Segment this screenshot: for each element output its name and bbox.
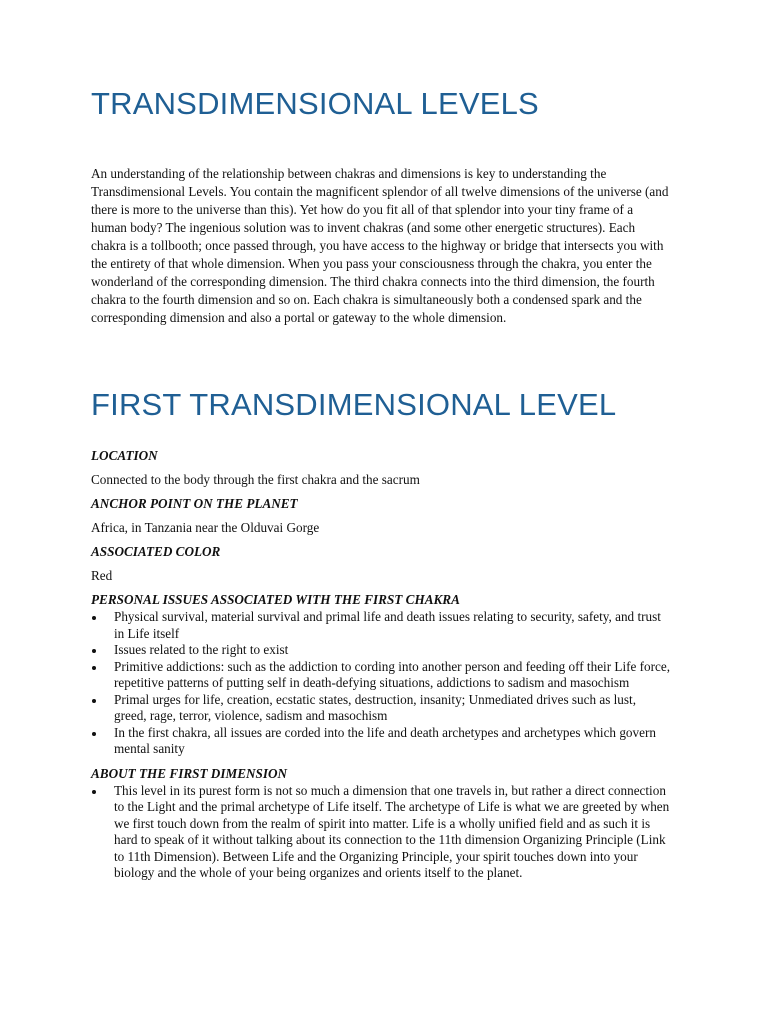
bullet-icon (92, 649, 96, 653)
intro-paragraph: An understanding of the relationship between chakras and dimensions is key to understanding the Transdimensional Levels. You contain the magnificent splendor of all twelve dimensions of the universe (and there is more to the universe than this). Yet how do you fit all of that splendor into your tiny frame of a human body? The ingenious solution was to invent chakras (and some other energetic structures). Each chakra is a tollbooth; once passed through, you have access to the highway or bridge that intersects you with the entirety of that whole dimension. When you pass your consciousness through the chakra, you enter the wonderland of the corresponding dimension. The third chakra connects into the third dimension, the fourth chakra to the fourth dimension and so on. Each chakra is simultaneously both a condensed spark and the corresponding dimension and also a portal or gateway to the whole dimension. (91, 166, 669, 325)
list-item-text: Primitive addictions: such as the addiction to cording into another person and feeding off their Life force, repetitive patterns of putting self in death-defying situations, addictions to sadism and masochism (114, 658, 671, 690)
location-value: Connected to the body through the first chakra and the sacrum (91, 472, 420, 487)
about-list (91, 783, 671, 882)
list-item (91, 692, 671, 725)
list-item-text: Physical survival, material survival and primal life and death issues relating to security, safety, and trust in Life itself (114, 609, 661, 641)
list-item-text: This level in its purest form is not so much a dimension that one travels in, but rather a direct connection to the Light and the primal archetype of Life itself. The archetype of Life is what we are greeted by when we first touch down from the realm of spirit into matter. Life is a wholly unified field and as such it is hard to speak of it without talking about its connection to the 11th dimension Organizing Principle (Link to 11th Dimension). Between Life and the Organizing Principle, your spirit touches down into your biology and the whole of your being organizes and orients itself to the planet. (114, 782, 670, 880)
section-heading: FIRST TRANSDIMENSIONAL LEVEL (91, 387, 617, 422)
bullet-icon (92, 790, 96, 794)
bullet-icon (92, 732, 96, 736)
list-item (91, 725, 671, 758)
anchor-value: Africa, in Tanzania near the Olduvai Gorge (91, 520, 320, 535)
page-title: TRANSDIMENSIONAL LEVELS (91, 86, 539, 121)
list-item (91, 609, 671, 642)
list-item-text: Primal urges for life, creation, ecstatic states, destruction, insanity; Unmediated drives such as lust, greed, rage, terror, violence, sadism and masochism (114, 691, 636, 723)
first-level-section (91, 447, 671, 882)
issues-label: PERSONAL ISSUES ASSOCIATED WITH THE FIRST CHAKRA (91, 592, 460, 607)
list-item-text: In the first chakra, all issues are corded into the life and death archetypes and archetypes which govern mental sanity (114, 724, 656, 756)
color-label: ASSOCIATED COLOR (91, 544, 221, 559)
bullet-icon (92, 699, 96, 703)
list-item (91, 783, 671, 882)
list-item-text: Issues related to the right to exist (114, 642, 289, 657)
location-label: LOCATION (91, 448, 158, 463)
about-label: ABOUT THE FIRST DIMENSION (91, 765, 288, 781)
issues-list (91, 609, 671, 758)
bullet-icon (92, 616, 96, 620)
list-item (91, 659, 671, 692)
bullet-icon (92, 666, 96, 670)
list-item (91, 642, 671, 659)
color-value: Red (91, 568, 113, 583)
anchor-label: ANCHOR POINT ON THE PLANET (91, 496, 298, 511)
